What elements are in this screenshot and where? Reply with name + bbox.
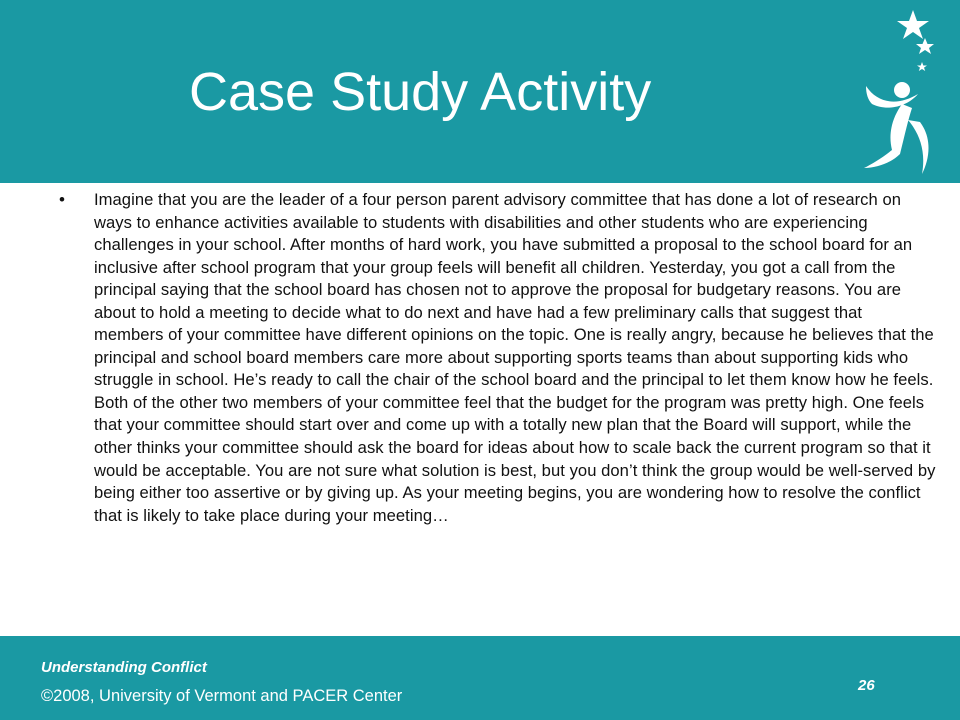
medium-star-icon [916, 38, 934, 54]
person-body-swoosh-icon [864, 104, 912, 168]
person-arm-swoosh-icon [866, 86, 918, 108]
stars-and-person-logo-icon [858, 8, 948, 178]
large-star-icon [897, 10, 929, 39]
bullet-item [56, 189, 936, 527]
person-head-icon [894, 82, 910, 98]
slide-content [56, 189, 936, 527]
case-study-text: Imagine that you are the leader of a four person parent advisory committee that has done a lot of research on ways to enhance activities available to students with disabilities and other students who are experiencing challenges in your school. After months of hard work, you have submitted a proposal to the school board for an inclusive after school program that your group feels will benefit all children. Yesterday, you got a call from the principal saying that the school board has chosen not to approve the proposal for budgetary reasons. You are about to hold a meeting to decide what to do next and have had a few preliminary calls that suggest that members of your committee have different opinions on the topic. One is really angry, because he believes that the principal and school board members care more about supporting sports teams than about supporting kids who struggle in school. He’s ready to call the chair of the school board and the principal to let them know how he feels. Both of the other two members of your committee feel that the budget for the program was pretty high. One feels that your committee should start over and come up with a totally new plan that the Board will support, while the other thinks your committee should ask the board for ideas about how to scale back the current program so that it would be acceptable. You are not sure what solution is best, but you don’t think the group would be well-served by being either too assertive or by giving up. As your meeting begins, you are wondering how to resolve the conflict that is likely to take place during your meeting… [94, 190, 936, 525]
slide-title: Case Study Activity [189, 62, 652, 122]
footer-title: Understanding Conflict [41, 659, 207, 676]
footer-copyright: ©2008, University of Vermont and PACER Center [41, 687, 403, 705]
person-leg-swoosh-icon [908, 120, 929, 174]
small-star-icon [917, 62, 927, 71]
page-number: 26 [858, 677, 875, 694]
footer-band [0, 636, 960, 720]
bullet-marker: • [59, 190, 65, 209]
